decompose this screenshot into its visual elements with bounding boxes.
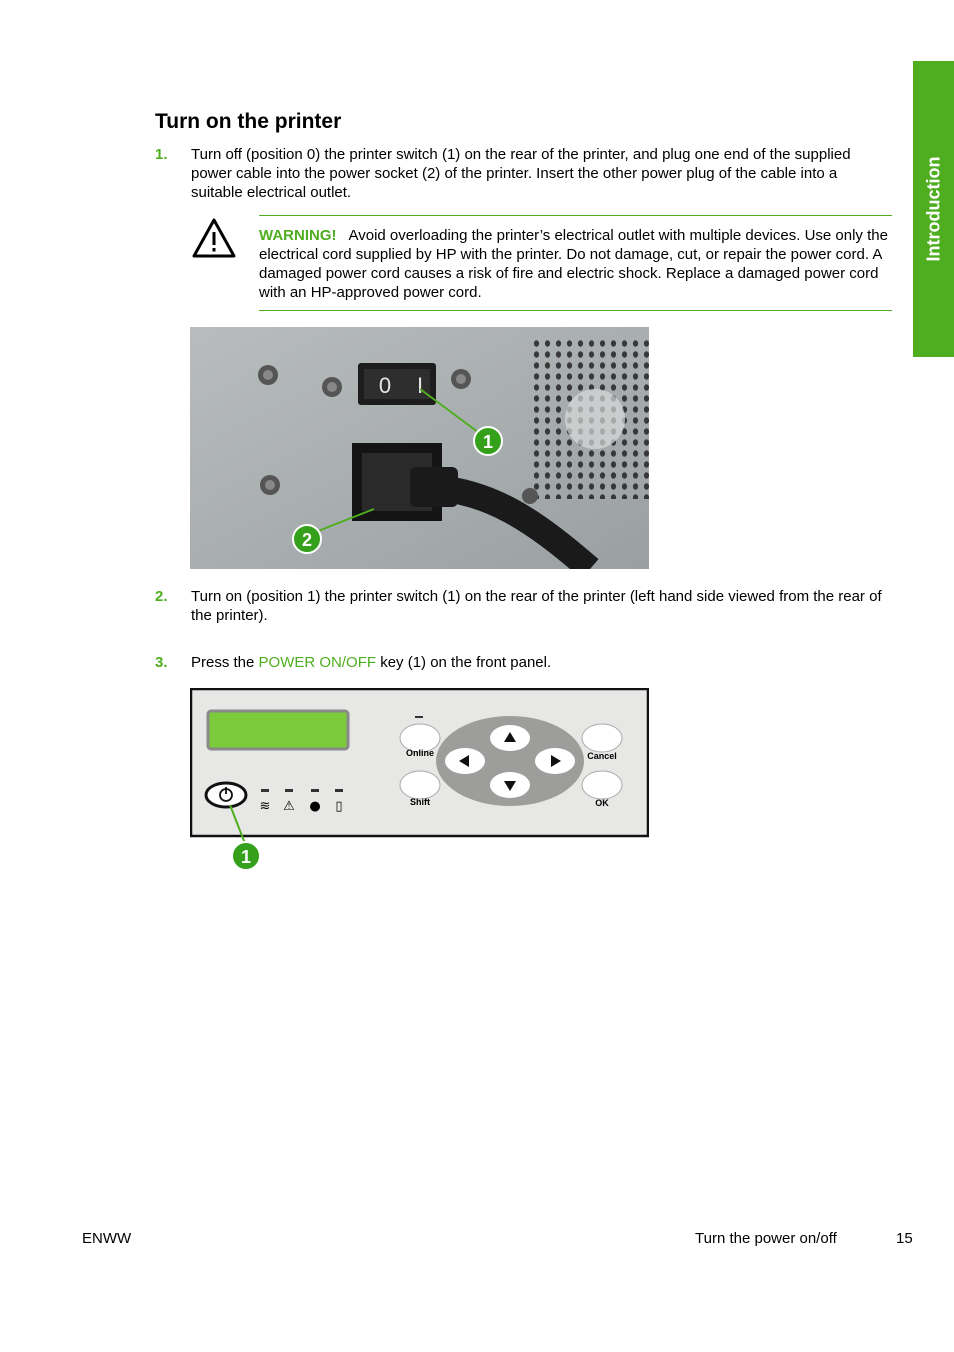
callout-2 — [293, 525, 321, 553]
warning-box — [259, 215, 892, 311]
shift-button-label: Shift — [410, 797, 430, 807]
power-button — [206, 783, 246, 807]
callout-1-label: 1 — [240, 847, 252, 867]
warning-icon — [192, 218, 236, 258]
callout-2-label: 2 — [301, 530, 313, 550]
step-text — [191, 653, 893, 672]
ok-button-label: OK — [595, 798, 609, 808]
callout-1-label: 1 — [482, 432, 494, 452]
lcd-display — [208, 711, 348, 749]
side-tab — [913, 61, 954, 357]
callout-1 — [232, 842, 260, 870]
step-text: Turn on (position 1) the printer switch (1) on the rear of the printer (left hand side viewed from the rear of the printer). — [191, 588, 882, 624]
media-icon: ≋ — [259, 799, 271, 814]
cartridge-icon: ▯ — [335, 799, 343, 814]
footer-left: ENWW — [82, 1230, 132, 1247]
cancel-button-label: Cancel — [587, 751, 617, 761]
step-text: Turn off (position 0) the printer switch (1) on the rear of the printer, and plug one end of the supplied power cable into the power socket (2) of the printer. Insert the other power plug of the cable into a suitable electrical outlet. — [191, 146, 851, 201]
power-plug — [410, 467, 458, 507]
step-number: 1. — [155, 146, 168, 163]
printer-rear-photo — [190, 327, 649, 569]
callout-1 — [474, 427, 502, 455]
step-3 — [155, 653, 895, 673]
ink-drop-icon: ● — [309, 799, 321, 814]
page-number: 15 — [896, 1230, 913, 1247]
step-text-part: key (1) on the front panel. — [376, 654, 552, 671]
navigation-pad — [436, 716, 584, 806]
power-key-name: POWER ON/OFF — [258, 654, 377, 671]
step-number: 2. — [155, 588, 168, 605]
step-number: 3. — [155, 654, 168, 671]
power-switch — [358, 363, 436, 405]
warning-text: Avoid overloading the printer’s electrical outlet with multiple devices. Use only the electrical cord supplied by HP with the printer. Do not damage, cut, or repair the power cord. A damaged power cord causes a risk of fire and electric shock. Replace a damaged power cord with an HP-approved power cord. — [259, 227, 888, 301]
side-tab-label: Introduction — [923, 156, 943, 262]
footer-section: Turn the power on/off — [695, 1230, 837, 1247]
page-title: Turn on the printer — [155, 110, 342, 133]
warning-label: WARNING! — [259, 227, 337, 244]
step-1 — [155, 145, 895, 205]
switch-on-label: I — [416, 373, 424, 398]
attention-icon: ⚠ — [283, 799, 295, 814]
step-2 — [155, 587, 895, 627]
switch-off-label: 0 — [378, 373, 392, 398]
front-panel-illustration — [190, 688, 649, 880]
online-button — [400, 724, 440, 758]
cancel-button — [582, 724, 622, 761]
step-text-part: Press the — [191, 654, 259, 671]
online-button-label: Online — [405, 748, 435, 758]
